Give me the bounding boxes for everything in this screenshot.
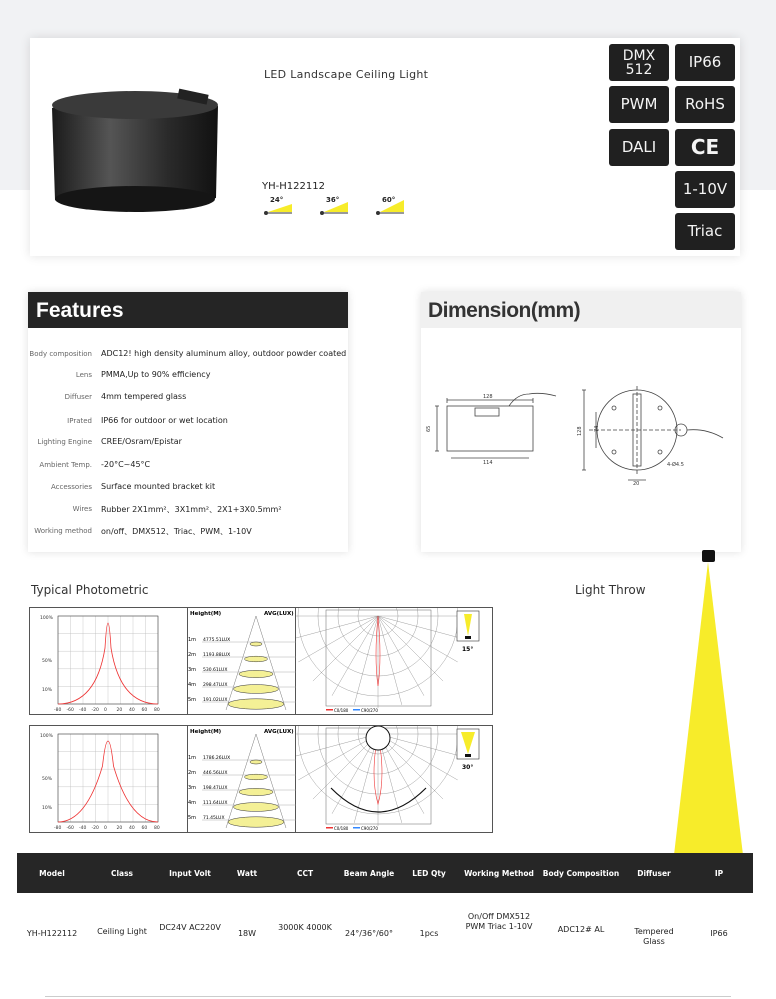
feature-value: CREE/Osram/Epistar: [101, 437, 182, 446]
svg-text:114: 114: [483, 460, 493, 466]
table-cell: 1pcs: [419, 929, 439, 938]
table-header-cell: CCT: [296, 868, 314, 878]
feature-label: Body composition: [29, 350, 92, 358]
photometric-panel: [29, 607, 493, 715]
feature-value: -20°C~45°C: [101, 460, 151, 469]
svg-text:-20: -20: [91, 826, 99, 831]
svg-text:C0/180: C0/180: [334, 708, 349, 713]
feature-label: Diffuser: [64, 393, 92, 401]
svg-text:1m: 1m: [188, 637, 197, 643]
svg-text:20: 20: [633, 481, 640, 487]
svg-text:-80: -80: [54, 826, 62, 831]
dimension-panel: [421, 292, 741, 552]
beam-angle-36: 36°: [318, 196, 352, 216]
table-cell: 18W: [237, 929, 257, 938]
light-throw-beam: [674, 550, 744, 855]
feature-label: Working method: [34, 527, 92, 535]
svg-text:4775.51LUX: 4775.51LUX: [203, 638, 231, 643]
feature-label: Accessories: [50, 483, 92, 491]
svg-text:71.45LUX: 71.45LUX: [203, 816, 225, 821]
badge-dali: DALI: [609, 129, 669, 166]
svg-text:0: 0: [104, 826, 107, 831]
svg-text:AVG(LUX): AVG(LUX): [264, 611, 294, 617]
svg-text:3m: 3m: [188, 785, 197, 791]
svg-text:60: 60: [141, 708, 148, 713]
table-cell: Ceiling Light: [97, 927, 147, 936]
dimension-title: Dimension(mm): [421, 292, 741, 328]
photometric-panel: [29, 725, 493, 833]
svg-text:3m: 3m: [188, 667, 197, 673]
spec-table-header: [17, 853, 753, 893]
features-title: Features: [28, 292, 348, 328]
table-cell: IP66: [710, 929, 728, 938]
model-code: YH-H122112: [262, 181, 325, 192]
svg-text:100%: 100%: [40, 616, 53, 621]
table-header-cell: Input Volt: [169, 868, 211, 878]
feature-label: IPrated: [67, 417, 92, 425]
badge-dmx512: DMX 512: [609, 44, 669, 81]
product-title: LED Landscape Ceiling Light: [264, 68, 429, 81]
table-cell: ADC12# AL: [557, 925, 605, 934]
svg-text:60: 60: [141, 826, 148, 831]
feature-value: PMMA,Up to 90% efficiency: [101, 370, 211, 379]
features-panel: [28, 292, 348, 552]
svg-text:65: 65: [426, 425, 432, 432]
table-header-cell: Diffuser: [637, 868, 671, 878]
svg-text:5m: 5m: [188, 815, 197, 821]
svg-text:111.64LUX: 111.64LUX: [203, 801, 228, 806]
feature-value: Surface mounted bracket kit: [101, 482, 216, 491]
table-header-cell: Model: [39, 868, 65, 878]
svg-text:AVG(LUX): AVG(LUX): [264, 729, 294, 735]
svg-text:40: 40: [129, 708, 135, 713]
beam-angle-60: 60°: [374, 196, 408, 216]
table-header-cell: Working Method: [464, 868, 534, 878]
svg-text:10%: 10%: [42, 688, 53, 693]
table-cell: Tempered Glass: [634, 927, 674, 946]
polar-diagram: [296, 726, 494, 832]
svg-text:4m: 4m: [188, 682, 197, 688]
divider: [45, 996, 731, 997]
feature-label: Wires: [72, 505, 92, 513]
table-header-cell: IP: [714, 868, 724, 878]
svg-text:128: 128: [483, 394, 493, 400]
svg-text:74: 74: [594, 425, 600, 432]
table-header-cell: LED Qty: [412, 868, 446, 878]
dimension-drawing: [421, 328, 741, 552]
svg-text:Height(M): Height(M): [190, 611, 222, 617]
feature-label: Ambient Temp.: [39, 461, 92, 469]
svg-text:10%: 10%: [42, 806, 53, 811]
svg-text:20: 20: [116, 826, 123, 831]
intensity-curve: [30, 608, 188, 714]
typical-photometric-title: Typical Photometric: [31, 583, 149, 597]
feature-value: Rubber 2X1mm²、3X1mm²、2X1+3X0.5mm²: [101, 505, 282, 514]
table-cell: DC24V AC220V: [159, 923, 221, 932]
table-cell: 3000K 4000K: [278, 923, 332, 932]
svg-text:15°: 15°: [462, 646, 474, 653]
beam-angle-icons: [262, 196, 408, 216]
feature-label: Lighting Engine: [37, 438, 92, 446]
svg-text:30°: 30°: [462, 764, 474, 771]
svg-text:C90/270: C90/270: [361, 708, 378, 713]
feature-value: on/off、DMX512、Triac、PWM、1-10V: [101, 527, 252, 536]
svg-text:2m: 2m: [188, 770, 197, 776]
table-cell: On/Off DMX512 PWM Triac 1-10V: [465, 912, 533, 931]
table-header-cell: Body Composition: [542, 868, 620, 878]
svg-text:191.02LUX: 191.02LUX: [203, 698, 228, 703]
table-cell: YH-H122112: [26, 929, 78, 938]
svg-text:-60: -60: [66, 826, 74, 831]
svg-text:20: 20: [116, 708, 123, 713]
product-image: [50, 88, 220, 218]
svg-text:530.61LUX: 530.61LUX: [203, 668, 228, 673]
table-header-cell: Watt: [236, 868, 258, 878]
svg-text:1786.26LUX: 1786.26LUX: [203, 756, 231, 761]
svg-text:298.47LUX: 298.47LUX: [203, 683, 228, 688]
light-throw-title: Light Throw: [575, 583, 646, 597]
svg-text:4m: 4m: [188, 800, 197, 806]
svg-text:C0/180: C0/180: [334, 826, 349, 831]
svg-text:50%: 50%: [42, 777, 53, 782]
lux-cone: [188, 726, 296, 832]
svg-text:5m: 5m: [188, 697, 197, 703]
svg-text:1m: 1m: [188, 755, 197, 761]
badge-1-10v: 1-10V: [675, 171, 735, 208]
svg-text:1193.88LUX: 1193.88LUX: [203, 653, 231, 658]
svg-text:-60: -60: [66, 708, 74, 713]
svg-text:50%: 50%: [42, 659, 53, 664]
svg-text:2m: 2m: [188, 652, 197, 658]
svg-text:-40: -40: [79, 826, 87, 831]
svg-text:-80: -80: [54, 708, 62, 713]
svg-text:198.47LUX: 198.47LUX: [203, 786, 228, 791]
feature-label: Lens: [75, 371, 92, 379]
svg-text:446.56LUX: 446.56LUX: [203, 771, 228, 776]
badge-ce: CE: [675, 129, 735, 166]
svg-text:0: 0: [104, 708, 107, 713]
polar-diagram: [296, 608, 494, 714]
feature-value: 4mm tempered glass: [101, 392, 187, 401]
svg-text:128: 128: [577, 426, 583, 436]
svg-text:C90/270: C90/270: [361, 826, 378, 831]
beam-angle-24: 24°: [262, 196, 296, 216]
badge-ip66: IP66: [675, 44, 735, 81]
feature-value: ADC12! high density aluminum alloy, outdoor powder coated: [101, 349, 347, 358]
feature-value: IP66 for outdoor or wet location: [101, 416, 228, 425]
svg-text:40: 40: [129, 826, 135, 831]
lux-cone: [188, 608, 296, 714]
svg-text:-20: -20: [91, 708, 99, 713]
svg-text:100%: 100%: [40, 734, 53, 739]
svg-text:-40: -40: [79, 708, 87, 713]
svg-text:Height(M): Height(M): [190, 729, 222, 735]
badge-pwm: PWM: [609, 86, 669, 123]
table-header-cell: Beam Angle: [343, 868, 395, 878]
svg-text:80: 80: [154, 826, 160, 831]
svg-text:80: 80: [154, 708, 160, 713]
product-card: [30, 38, 740, 256]
badge-rohs: RoHS: [675, 86, 735, 123]
svg-text:4-Ø4.5: 4-Ø4.5: [667, 462, 684, 468]
table-cell: 24°/36°/60°: [345, 929, 393, 938]
badge-triac: Triac: [675, 213, 735, 250]
table-header-cell: Class: [110, 868, 134, 878]
intensity-curve: [30, 726, 188, 832]
